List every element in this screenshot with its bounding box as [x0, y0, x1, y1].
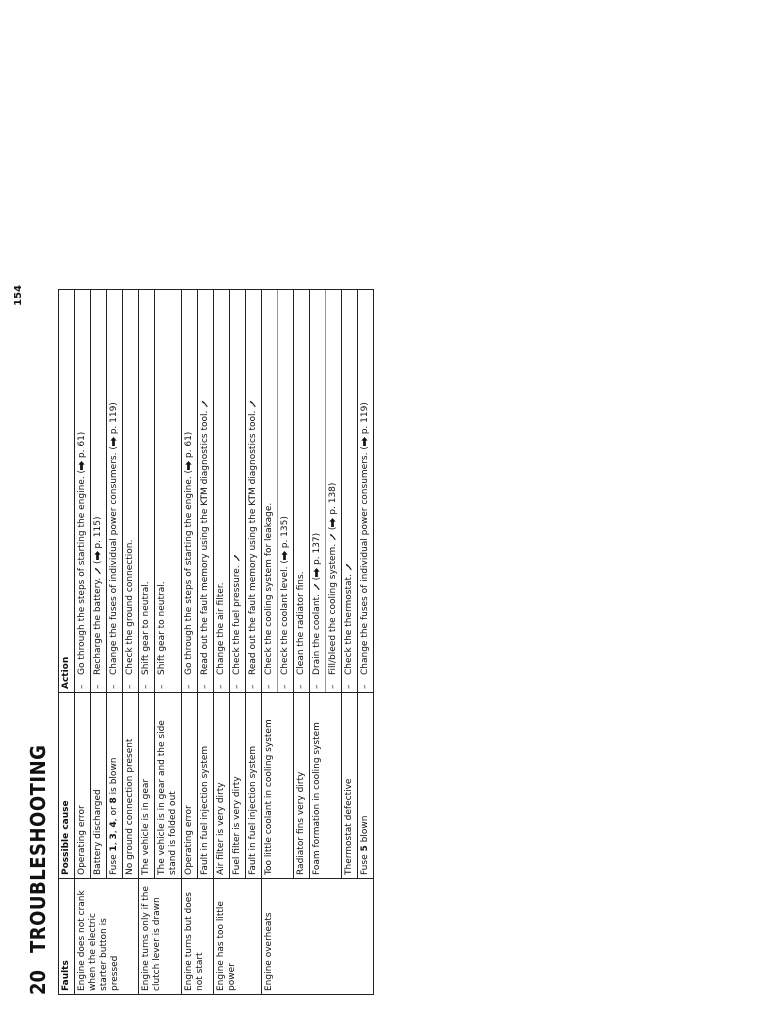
table-row — [262, 290, 294, 995]
page-reference-icon — [361, 437, 368, 446]
action-cell — [91, 290, 107, 693]
cause-cell: Air filter is very dirty — [214, 693, 230, 879]
cause-cell: The vehicle is in gear — [139, 693, 155, 879]
cause-cell: Operating error — [75, 693, 91, 879]
action-cell — [246, 290, 262, 693]
action-item — [358, 290, 373, 692]
action-bullet: – — [216, 684, 226, 689]
cause-cell: Thermostat defective — [342, 693, 358, 879]
table-row — [214, 290, 230, 995]
page-reference: p. 138 — [328, 486, 338, 518]
action-text — [296, 572, 307, 676]
action-text-close: ) — [77, 431, 87, 436]
action-item — [214, 290, 229, 692]
action-text-main: Shift gear to neutral. — [141, 581, 151, 675]
action-text-main: Check the coolant level. ( — [280, 560, 290, 675]
action-item — [198, 290, 213, 692]
action-item — [107, 290, 122, 692]
action-cell — [214, 290, 230, 693]
fault-cell: Engine turns only if the clutch lever is drawn — [139, 879, 182, 995]
action-text — [157, 581, 168, 675]
wrench-icon — [94, 567, 101, 575]
action-cell — [358, 290, 374, 693]
table-row — [139, 290, 155, 995]
cause-cell: Fault in fuel injection system — [198, 693, 214, 879]
action-item — [230, 290, 245, 692]
action-text — [184, 432, 195, 675]
cause-cell: Fuel filter is very dirty — [230, 693, 246, 879]
action-text — [232, 554, 243, 675]
page-reference: p. 137 — [312, 536, 322, 568]
cause-cell: Foam formation in cooling system — [310, 693, 342, 879]
cause-cell: Fuse 5 blown — [358, 693, 374, 879]
action-item — [139, 290, 154, 692]
action-bullet: – — [232, 684, 242, 689]
action-text-main: Clean the radiator fins. — [296, 571, 306, 675]
action-text — [109, 402, 120, 675]
page-reference: p. 115 — [93, 520, 103, 552]
action-bullet: – — [109, 684, 119, 689]
action-bullet: – — [141, 684, 151, 689]
action-text-main: Go through the steps of starting the engine. ( — [184, 469, 194, 675]
action-item — [294, 290, 309, 692]
action-cell — [107, 290, 123, 693]
cause-cell: Fuse 1, 3, 4, or 8 is blown — [107, 693, 123, 879]
action-cell — [182, 290, 198, 693]
action-bullet: – — [200, 684, 210, 689]
wrench-icon — [201, 400, 208, 408]
action-text-main: Check the cooling system for leakage. — [264, 502, 274, 675]
action-text-main: Check the ground connection. — [125, 539, 135, 675]
action-text: Recharge the battery. ( p. 115) — [93, 516, 103, 675]
action-cell — [75, 290, 91, 693]
action-text-close: ) — [328, 482, 338, 487]
action-bullet: – — [125, 684, 135, 689]
action-text — [280, 516, 291, 675]
action-bullet: – — [93, 684, 103, 689]
action-bullet: – — [184, 684, 194, 689]
action-text-main: Change the fuses of individual power consumers. ( — [109, 446, 119, 675]
fault-cell: Engine overheats — [262, 879, 374, 995]
page-reference-icon — [281, 551, 288, 560]
action-text-close: ) — [280, 516, 290, 520]
cause-cell: Radiator fins very dirty — [294, 693, 310, 879]
action-bullet: – — [280, 684, 290, 689]
action-text-close: ) — [184, 431, 194, 436]
wrench-icon — [329, 533, 336, 541]
action-text: Drain the coolant. ( p. 137) — [312, 532, 322, 675]
action-text-main: Fill/bleed the cooling system. — [328, 543, 338, 675]
fault-cell: Engine does not crank when the electric starter button is pressed — [75, 879, 139, 995]
page-reference: p. 61 — [77, 435, 87, 461]
action-bullet: – — [360, 684, 370, 689]
wrench-icon — [313, 583, 320, 591]
cause-cell: No ground connection present — [123, 693, 139, 879]
page-number: 154 — [13, 285, 24, 306]
action-text-main: Read out the fault memory using the KTM diagnostics tool. — [248, 410, 258, 675]
page-reference-icon — [94, 551, 101, 560]
action-item — [155, 290, 170, 692]
page-reference: p. 61 — [184, 435, 194, 461]
wrench-icon — [249, 400, 256, 408]
action-text-main: Read out the fault memory using the KTM diagnostics tool. — [200, 410, 210, 675]
action-text-main: Change the fuses of individual power consumers. ( — [360, 446, 370, 675]
action-cell — [310, 290, 342, 693]
action-text-close: ) — [312, 532, 322, 537]
cause-cell: Fault in fuel injection system — [246, 693, 262, 879]
action-item — [75, 290, 90, 692]
action-text — [360, 402, 371, 675]
action-cell — [155, 290, 182, 693]
column-header-possible-cause: Possible cause — [59, 693, 75, 879]
fault-cell: Engine turns but does not start — [182, 879, 214, 995]
page-reference-icon — [329, 518, 336, 527]
wrench-icon — [233, 554, 240, 562]
action-text — [248, 400, 259, 675]
action-item — [310, 290, 325, 692]
action-text — [141, 581, 152, 675]
action-cell — [230, 290, 246, 693]
wrench-icon — [345, 563, 352, 571]
table-row — [75, 290, 91, 995]
cause-cell: Operating error — [182, 693, 198, 879]
action-cell — [294, 290, 310, 693]
cause-cell: Battery discharged — [91, 693, 107, 879]
action-text-main: Check the thermostat. — [344, 574, 354, 675]
cause-cell: Too little coolant in cooling system — [262, 693, 294, 879]
action-text — [216, 583, 227, 676]
action-bullet: – — [157, 684, 167, 689]
page-reference-icon — [313, 568, 320, 577]
action-text-main: Change the air filter. — [216, 582, 226, 675]
action-text — [344, 563, 355, 675]
action-text-main: Recharge the battery. — [93, 577, 103, 675]
action-text-close: ) — [360, 402, 370, 406]
action-bullet: – — [264, 684, 274, 689]
action-item — [91, 290, 106, 692]
action-text-main: Drain the coolant. — [312, 594, 322, 675]
action-cell — [123, 290, 139, 693]
page-reference-icon — [185, 461, 192, 470]
action-item — [342, 290, 357, 692]
action-text — [200, 400, 211, 675]
fault-cell: Engine has too little power — [214, 879, 262, 995]
action-text: Fill/bleed the cooling system. ( p. 138) — [328, 482, 338, 675]
action-text — [264, 503, 275, 675]
action-item — [325, 290, 341, 692]
page-reference: p. 119 — [360, 405, 370, 438]
action-cell — [342, 290, 358, 693]
action-item — [277, 290, 293, 692]
action-bullet: – — [312, 684, 322, 689]
troubleshooting-table — [58, 289, 374, 995]
column-header-faults: Faults — [59, 879, 75, 995]
action-bullet: – — [344, 684, 354, 689]
action-text — [77, 432, 88, 675]
section-title: TROUBLESHOOTING — [26, 744, 50, 953]
action-item — [262, 290, 277, 692]
rotated-page — [13, 285, 500, 995]
action-text-main: Check the fuel pressure. — [232, 565, 242, 675]
action-text — [125, 540, 136, 675]
action-bullet: – — [77, 684, 87, 689]
action-text-close: ) — [109, 402, 119, 406]
cause-cell: The vehicle is in gear and the side stand is folded out — [155, 693, 182, 879]
table-header-row — [59, 290, 75, 995]
page-reference-icon — [110, 437, 117, 446]
action-item — [123, 290, 138, 692]
action-bullet: – — [248, 684, 258, 689]
action-text-main: Shift gear to neutral. — [157, 581, 167, 675]
action-cell — [262, 290, 294, 693]
action-cell — [198, 290, 214, 693]
action-text-close: ) — [93, 516, 103, 520]
action-item — [246, 290, 261, 692]
table-body — [75, 290, 374, 995]
section-number: 20 — [26, 969, 50, 995]
page-reference-icon — [78, 461, 85, 470]
page-reference: p. 135 — [280, 519, 290, 552]
action-bullet: – — [296, 684, 306, 689]
action-text-main: Go through the steps of starting the engine. ( — [77, 469, 87, 675]
page-reference: p. 119 — [109, 405, 119, 438]
action-cell — [139, 290, 155, 693]
column-header-action: Action — [59, 290, 75, 693]
table-row — [182, 290, 198, 995]
action-item — [182, 290, 197, 692]
action-bullet: – — [328, 684, 338, 689]
